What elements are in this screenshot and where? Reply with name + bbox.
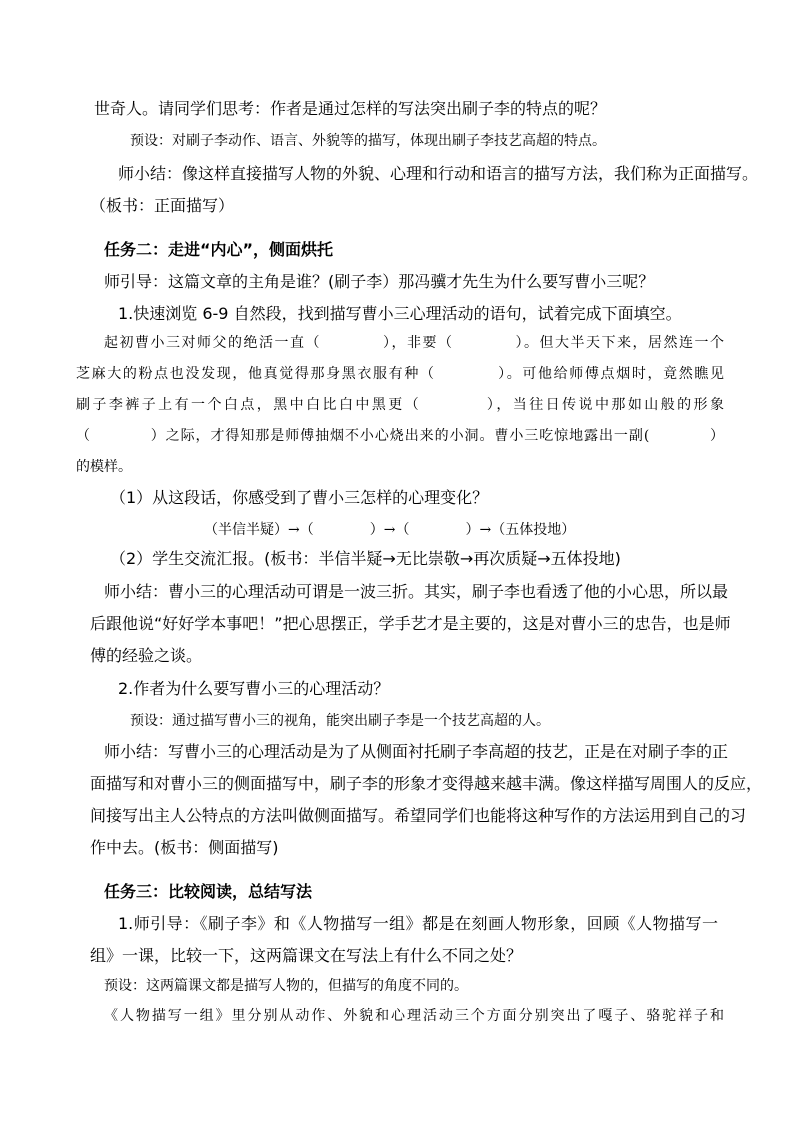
summary-line: 师小结：写曹小三的心理活动是为了从侧面衬托刷子李高超的技艺，正是在对刷子李的正 xyxy=(104,742,729,761)
step-one-line: 1.快速浏览 6-9 自然段，找到描写曹小三心理活动的语句，试着完成下面填空。 xyxy=(118,304,682,323)
paragraph-line: 《人物描写一组》里分别从动作、外貌和心理活动三个方面分别突出了嘎子、骆驼祥子和 xyxy=(104,1008,724,1024)
task-two-heading: 任务二：走进“内心”，侧面烘托 xyxy=(104,240,334,259)
preset-line: 预设：通过描写曹小三的视角，能突出刷子李是一个技艺高超的人。 xyxy=(130,713,550,729)
step-two-line: 2.作者为什么要写曹小三的心理活动？ xyxy=(118,679,390,698)
guide-line: 1.师引导：《刷子李》和《人物描写一组》都是在刻画人物形象，回顾《人物描写一 xyxy=(118,914,718,933)
fill-blank-line: 芝麻大的粉点也没发现，他真觉得那身黑衣服有种（ ）。可他给师傅点烟时，竟然瞧见 xyxy=(76,366,724,382)
question-one: （1）从这段话，你感受到了曹小三怎样的心理变化？ xyxy=(110,488,489,507)
summary-line: 作中去。(板书：侧面描写) xyxy=(90,838,279,857)
summary-line: 间接写出主人公特点的方法叫做侧面描写。希望同学们也能将这种写作的方法运用到自己的习 xyxy=(90,806,747,825)
task-three-heading: 任务三：比较阅读，总结写法 xyxy=(104,882,313,901)
summary-line: 师小结：像这样直接描写人物的外貌、心理和行动和语言的描写方法，我们称为正面描写。 xyxy=(118,164,759,183)
summary-line: 傅的经验之谈。 xyxy=(90,646,203,665)
paragraph-line: 世奇人。请同学们思考：作者是通过怎样的写法突出刷子李的特点的呢？ xyxy=(94,99,607,118)
fill-blank-line: 起初曹小三对师父的绝活一直（ ），非要（ ）。但大半天下来，居然连一个 xyxy=(104,335,724,351)
fill-blank-line: （ ）之际，才得知那是师傅抽烟不小心烧出来的小洞。曹小三吃惊地露出一副( ） xyxy=(76,428,724,444)
guide-line: 组》一课，比较一下，这两篇课文在写法上有什么不同之处？ xyxy=(90,946,523,965)
summary-line: 后跟他说“好好学本事吧！”把心思摆正，学手艺才是主要的，这是对曹小三的忠告，也是师 xyxy=(90,614,731,633)
fill-blank-line: 刷子李裤子上有一个白点，黑中白比白中黑更（ ），当往日传说中那如山般的形象 xyxy=(76,397,724,413)
blackboard-note: （板书：正面描写） xyxy=(90,196,235,215)
mood-chain: （半信半疑）→（ ）→（ ）→（五体投地） xyxy=(204,522,576,538)
summary-line: 面描写和对曹小三的侧面描写中，刷子李的形象才变得越来越丰满。像这样描写周围人的反应， xyxy=(90,774,763,793)
preset-line: 预设：对刷子李动作、语言、外貌等的描写，体现出刷子李技艺高超的特点。 xyxy=(130,133,606,149)
preset-line: 预设：这两篇课文都是描写人物的，但描写的角度不同的。 xyxy=(104,978,468,994)
fill-blank-line: 的模样。 xyxy=(76,459,132,475)
question-two: （2）学生交流汇报。(板书：半信半疑→无比崇敬→再次质疑→五体投地) xyxy=(110,549,621,568)
guide-line: 师引导：这篇文章的主角是谁？(刷子李）那冯骥才先生为什么要写曹小三呢？ xyxy=(104,272,655,291)
summary-line: 师小结：曹小三的心理活动可谓是一波三折。其实，刷子李也看透了他的小心思，所以最 xyxy=(104,582,729,601)
